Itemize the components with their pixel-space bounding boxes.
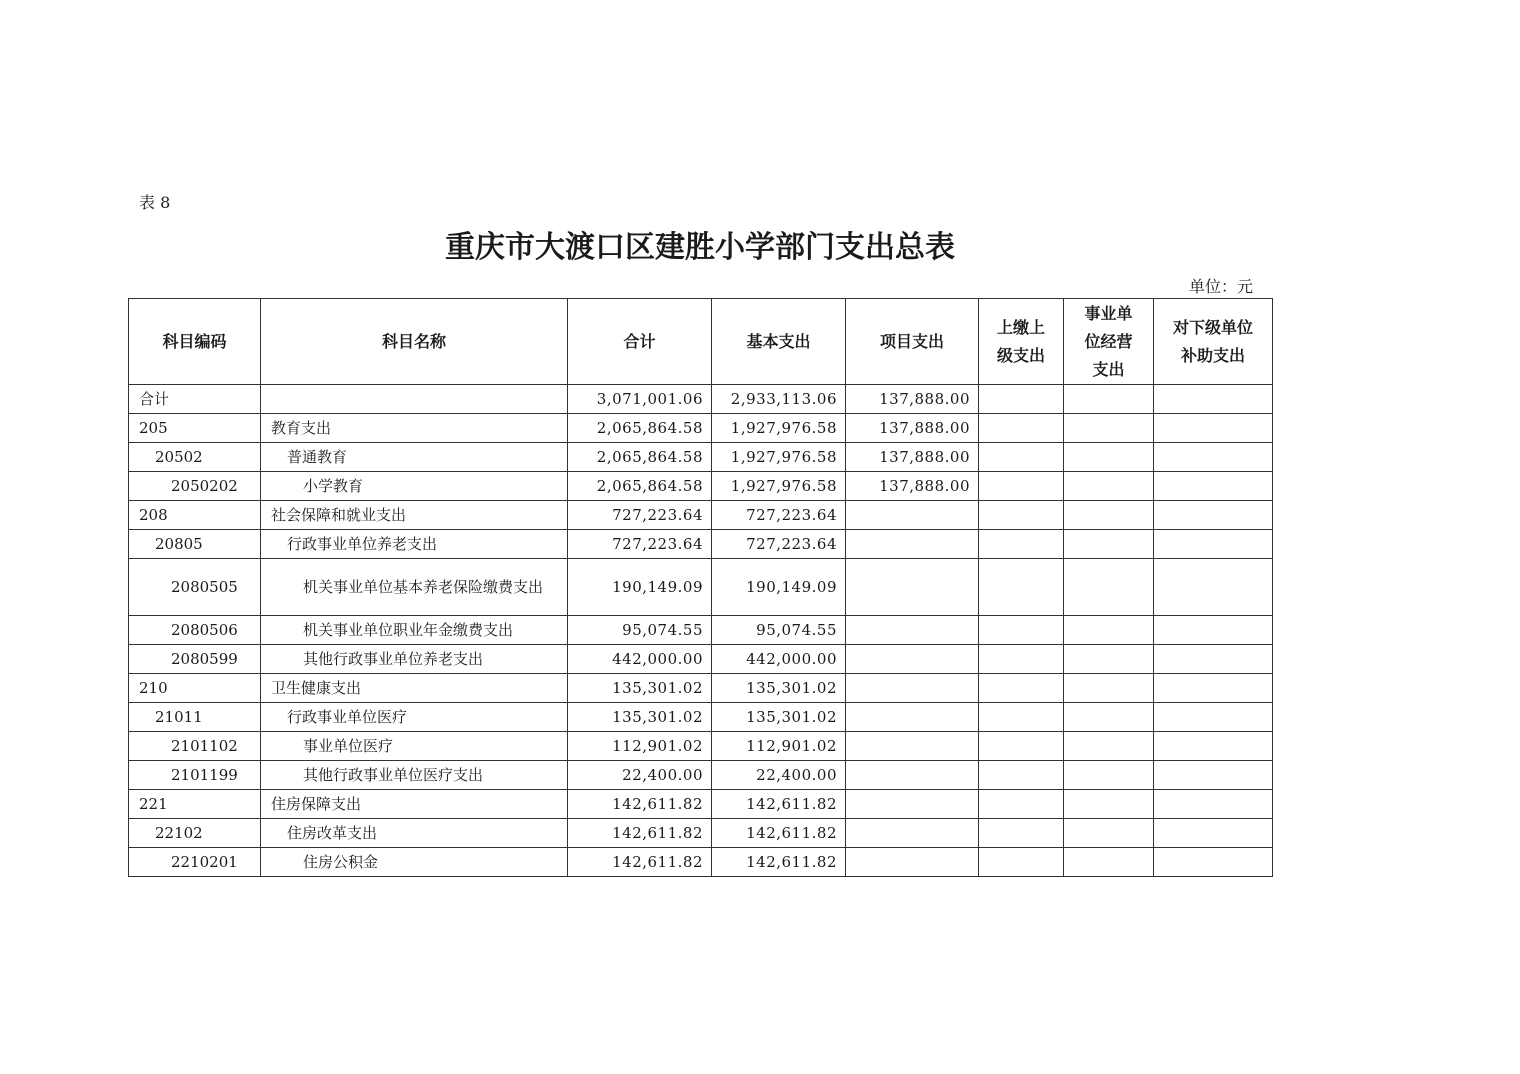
cell-code: 合计	[129, 385, 261, 414]
cell-business	[1064, 530, 1154, 559]
cell-project: 137,888.00	[846, 472, 979, 501]
header-name: 科目名称	[261, 299, 568, 385]
cell-code: 2080505	[129, 559, 261, 616]
cell-upper	[979, 761, 1064, 790]
header-row	[129, 299, 1273, 385]
cell-name	[261, 385, 568, 414]
cell-code: 210	[129, 674, 261, 703]
cell-name: 住房保障支出	[261, 790, 568, 819]
cell-total: 2,065,864.58	[568, 472, 712, 501]
cell-business	[1064, 848, 1154, 877]
cell-business	[1064, 732, 1154, 761]
header-upper: 上缴上级支出	[979, 299, 1064, 385]
cell-basic: 1,927,976.58	[712, 472, 846, 501]
cell-code: 2050202	[129, 472, 261, 501]
cell-code: 2080599	[129, 645, 261, 674]
cell-upper	[979, 732, 1064, 761]
cell-project	[846, 674, 979, 703]
header-project: 项目支出	[846, 299, 979, 385]
cell-business	[1064, 472, 1154, 501]
cell-subsidy	[1154, 761, 1273, 790]
cell-name: 住房改革支出	[261, 819, 568, 848]
cell-basic: 1,927,976.58	[712, 414, 846, 443]
cell-total: 22,400.00	[568, 761, 712, 790]
cell-code: 2210201	[129, 848, 261, 877]
table-row	[129, 645, 1273, 674]
cell-total: 190,149.09	[568, 559, 712, 616]
cell-project: 137,888.00	[846, 385, 979, 414]
cell-code: 2101199	[129, 761, 261, 790]
cell-basic: 142,611.82	[712, 848, 846, 877]
cell-upper	[979, 385, 1064, 414]
cell-upper	[979, 530, 1064, 559]
cell-project: 137,888.00	[846, 443, 979, 472]
cell-project	[846, 761, 979, 790]
cell-basic: 727,223.64	[712, 530, 846, 559]
cell-total: 142,611.82	[568, 848, 712, 877]
cell-name: 普通教育	[261, 443, 568, 472]
header-subsidy: 对下级单位补助支出	[1154, 299, 1273, 385]
cell-subsidy	[1154, 645, 1273, 674]
cell-name: 行政事业单位养老支出	[261, 530, 568, 559]
table-row	[129, 761, 1273, 790]
cell-project	[846, 501, 979, 530]
cell-upper	[979, 501, 1064, 530]
table-row	[129, 732, 1273, 761]
cell-subsidy	[1154, 674, 1273, 703]
cell-total: 727,223.64	[568, 530, 712, 559]
header-business: 事业单位经营支出	[1064, 299, 1154, 385]
cell-subsidy	[1154, 443, 1273, 472]
cell-upper	[979, 674, 1064, 703]
cell-name: 教育支出	[261, 414, 568, 443]
cell-subsidy	[1154, 848, 1273, 877]
table-row	[129, 819, 1273, 848]
cell-project	[846, 848, 979, 877]
cell-project	[846, 732, 979, 761]
cell-project	[846, 559, 979, 616]
cell-basic: 190,149.09	[712, 559, 846, 616]
expense-summary-table	[128, 298, 1273, 877]
cell-name: 小学教育	[261, 472, 568, 501]
table-row	[129, 443, 1273, 472]
cell-basic: 112,901.02	[712, 732, 846, 761]
cell-business	[1064, 616, 1154, 645]
cell-project	[846, 703, 979, 732]
cell-upper	[979, 443, 1064, 472]
cell-total: 135,301.02	[568, 674, 712, 703]
cell-business	[1064, 761, 1154, 790]
cell-total: 142,611.82	[568, 819, 712, 848]
cell-subsidy	[1154, 790, 1273, 819]
table-row	[129, 385, 1273, 414]
cell-project: 137,888.00	[846, 414, 979, 443]
cell-upper	[979, 616, 1064, 645]
cell-project	[846, 530, 979, 559]
header-code: 科目编码	[129, 299, 261, 385]
cell-code: 20805	[129, 530, 261, 559]
table-row	[129, 674, 1273, 703]
cell-upper	[979, 472, 1064, 501]
cell-basic: 442,000.00	[712, 645, 846, 674]
cell-upper	[979, 559, 1064, 616]
cell-business	[1064, 414, 1154, 443]
cell-subsidy	[1154, 616, 1273, 645]
cell-code: 22102	[129, 819, 261, 848]
cell-subsidy	[1154, 501, 1273, 530]
cell-business	[1064, 385, 1154, 414]
cell-code: 221	[129, 790, 261, 819]
cell-upper	[979, 790, 1064, 819]
cell-name: 机关事业单位职业年金缴费支出	[261, 616, 568, 645]
table-row	[129, 414, 1273, 443]
cell-business	[1064, 790, 1154, 819]
cell-name: 机关事业单位基本养老保险缴费支出	[261, 559, 568, 616]
cell-code: 2101102	[129, 732, 261, 761]
table-row	[129, 472, 1273, 501]
table-row	[129, 501, 1273, 530]
header-total: 合计	[568, 299, 712, 385]
cell-name: 其他行政事业单位养老支出	[261, 645, 568, 674]
cell-business	[1064, 703, 1154, 732]
table-row	[129, 703, 1273, 732]
cell-project	[846, 790, 979, 819]
cell-subsidy	[1154, 530, 1273, 559]
cell-subsidy	[1154, 559, 1273, 616]
document-title: 重庆市大渡口区建胜小学部门支出总表	[445, 230, 955, 265]
cell-upper	[979, 645, 1064, 674]
cell-total: 3,071,001.06	[568, 385, 712, 414]
cell-name: 卫生健康支出	[261, 674, 568, 703]
cell-basic: 135,301.02	[712, 703, 846, 732]
cell-upper	[979, 819, 1064, 848]
cell-total: 727,223.64	[568, 501, 712, 530]
cell-business	[1064, 559, 1154, 616]
cell-name: 其他行政事业单位医疗支出	[261, 761, 568, 790]
cell-basic: 1,927,976.58	[712, 443, 846, 472]
cell-basic: 142,611.82	[712, 790, 846, 819]
cell-basic: 2,933,113.06	[712, 385, 846, 414]
cell-total: 442,000.00	[568, 645, 712, 674]
cell-upper	[979, 414, 1064, 443]
cell-business	[1064, 674, 1154, 703]
cell-name: 行政事业单位医疗	[261, 703, 568, 732]
table-row	[129, 790, 1273, 819]
cell-name: 住房公积金	[261, 848, 568, 877]
cell-subsidy	[1154, 472, 1273, 501]
cell-basic: 95,074.55	[712, 616, 846, 645]
cell-subsidy	[1154, 385, 1273, 414]
cell-code: 20502	[129, 443, 261, 472]
cell-subsidy	[1154, 819, 1273, 848]
header-basic: 基本支出	[712, 299, 846, 385]
cell-business	[1064, 645, 1154, 674]
table-row	[129, 559, 1273, 616]
table-number: 表 8	[139, 193, 171, 212]
cell-project	[846, 645, 979, 674]
cell-upper	[979, 848, 1064, 877]
cell-business	[1064, 501, 1154, 530]
cell-code: 205	[129, 414, 261, 443]
cell-total: 112,901.02	[568, 732, 712, 761]
cell-name: 事业单位医疗	[261, 732, 568, 761]
unit-label: 单位：元	[1189, 277, 1254, 296]
cell-upper	[979, 703, 1064, 732]
cell-business	[1064, 819, 1154, 848]
cell-project	[846, 819, 979, 848]
table-row	[129, 848, 1273, 877]
cell-basic: 142,611.82	[712, 819, 846, 848]
cell-total: 2,065,864.58	[568, 414, 712, 443]
cell-basic: 22,400.00	[712, 761, 846, 790]
cell-subsidy	[1154, 703, 1273, 732]
cell-code: 2080506	[129, 616, 261, 645]
table-row	[129, 616, 1273, 645]
cell-subsidy	[1154, 732, 1273, 761]
cell-subsidy	[1154, 414, 1273, 443]
cell-total: 95,074.55	[568, 616, 712, 645]
cell-name: 社会保障和就业支出	[261, 501, 568, 530]
cell-project	[846, 616, 979, 645]
cell-code: 21011	[129, 703, 261, 732]
cell-code: 208	[129, 501, 261, 530]
cell-basic: 727,223.64	[712, 501, 846, 530]
cell-total: 142,611.82	[568, 790, 712, 819]
cell-basic: 135,301.02	[712, 674, 846, 703]
table-row	[129, 530, 1273, 559]
cell-total: 2,065,864.58	[568, 443, 712, 472]
cell-total: 135,301.02	[568, 703, 712, 732]
cell-business	[1064, 443, 1154, 472]
